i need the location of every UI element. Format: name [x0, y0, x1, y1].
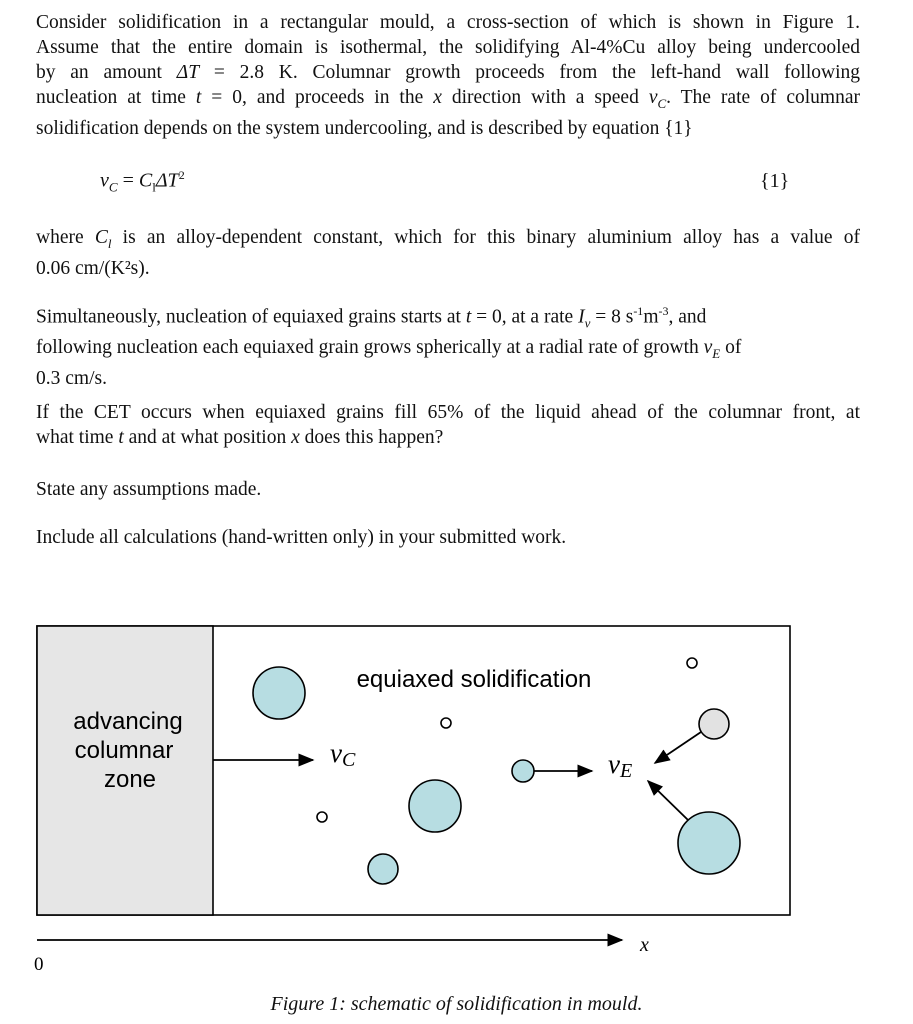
problem-paragraph-3	[36, 299, 826, 391]
p1-line-5: solidification depends on the system undercooling, and is described by equation {1}	[36, 117, 693, 139]
equiaxed-grain	[441, 718, 451, 728]
equiaxed-grain	[512, 760, 534, 782]
p1-line-2: Assume that the entire domain is isothermal, the solidifying Al-4%Cu alloy being undercooled	[36, 37, 860, 58]
equiaxed-grain	[253, 667, 305, 719]
zone-label-zone: zone	[103, 766, 157, 793]
ve-label: vE	[608, 749, 633, 782]
equiaxed-grain	[678, 812, 740, 874]
equiaxed-grain	[687, 658, 697, 668]
x-axis-label: x	[640, 934, 649, 956]
problem-paragraph-6: Include all calculations (hand-written only) in your submitted work.	[36, 527, 567, 548]
equiaxed-grain	[317, 812, 327, 822]
p3-line-2: following nucleation each equiaxed grain grows spherically at a radial rate of growth $v_E$ of	[36, 337, 742, 362]
equiaxed-grain	[368, 854, 398, 884]
vc-label: vC	[330, 738, 356, 771]
problem-paragraph-2	[36, 225, 860, 281]
p1-line-4: nucleation at time t = 0, and proceeds in the x direction with a speed $v_C$. The rate of columnar	[36, 87, 860, 111]
problem-paragraph-1	[36, 10, 860, 141]
p1-line-1: Consider solidification in a rectangular mould, a cross-section of which is shown in Figure 1.	[36, 12, 860, 33]
zone-label-columnar: columnar	[74, 737, 174, 764]
p1-line-3: by an amount ΔT = 2.8 K. Columnar growth proceeds from the left-hand wall following	[36, 62, 861, 83]
mould-schematic-figure	[0, 610, 913, 980]
zone-label-advancing: advancing	[73, 708, 183, 735]
p3-line-1: Simultaneously, nucleation of equiaxed grains starts at t = 0, at a rate $I_v = 8$ $s^{-1}m^{-3}$, and	[36, 304, 707, 331]
equiaxed-grain-light	[699, 709, 729, 739]
problem-paragraph-5: State any assumptions made.	[36, 479, 262, 500]
p4-line-1: If the CET occurs when equiaxed grains fill 65% of the liquid ahead of the columnar front, at	[36, 402, 860, 423]
equation-1: $v_C = C_l\Delta T^2$	[100, 168, 185, 195]
equation-number: {1}	[760, 170, 790, 192]
problem-paragraph-4	[36, 400, 860, 450]
equiaxed-grain	[409, 780, 461, 832]
delta-t-symbol: ΔT	[176, 62, 200, 83]
equiaxed-label: equiaxed solidification	[356, 666, 592, 693]
p4-line-2: what time t and at what position x does this happen?	[36, 427, 444, 448]
p2-line-2: 0.06 cm/(K²s).	[36, 257, 150, 279]
p3-line-3: 0.3 cm/s.	[36, 368, 107, 390]
p2-line-1: where $C_l$ is an alloy-dependent constant, which for this binary aluminium alloy has a value of	[36, 227, 860, 251]
origin-label: 0	[34, 954, 44, 975]
figure-caption: Figure 1: schematic of solidification in mould.	[270, 993, 643, 1015]
